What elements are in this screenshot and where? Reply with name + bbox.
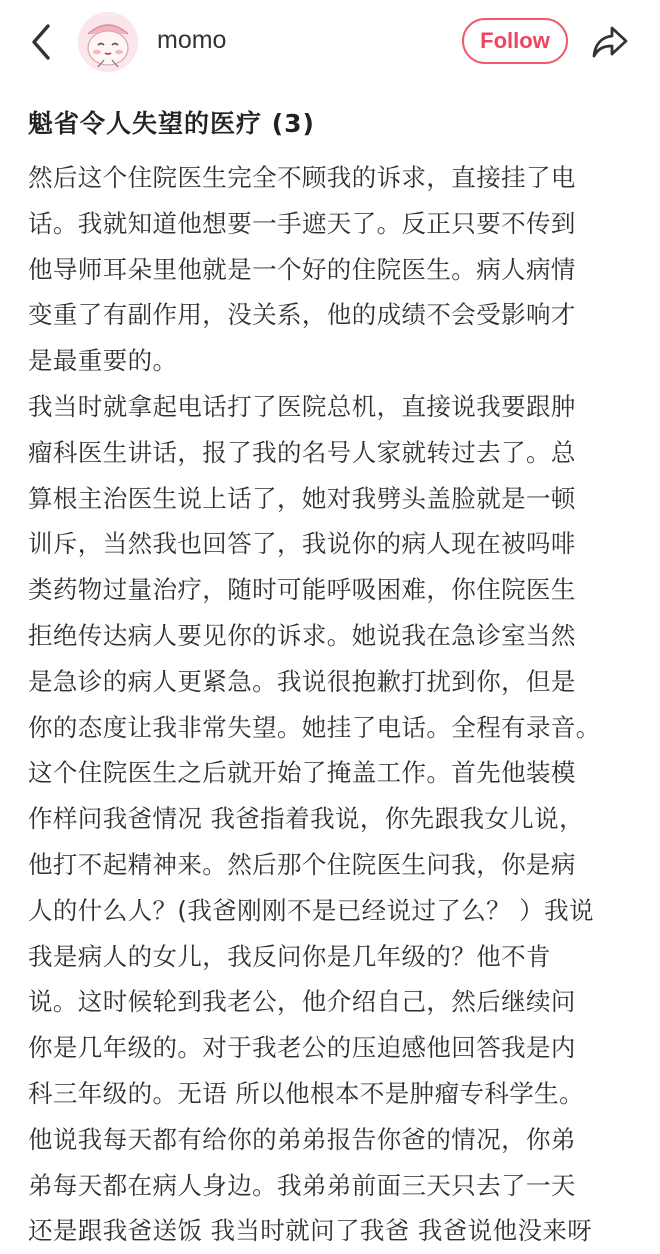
- post-line: 人的什么人？(我爸刚刚不是已经说过了么？ ）我说: [28, 895, 594, 925]
- post-line: 你的态度让我非常失望。她挂了电话。全程有录音。: [28, 712, 601, 742]
- chevron-left-icon: [22, 20, 62, 64]
- post-line: 拒绝传达病人要见你的诉求。她说我在急诊室当然: [28, 620, 576, 650]
- post-title: 魁省令人失望的医疗 (3): [28, 109, 315, 138]
- post-line: 他说我每天都有给你的弟弟报告你爸的情况，你弟: [28, 1124, 576, 1154]
- post-line: 科三年级的。无语 所以他根本不是肿瘤专科学生。: [28, 1078, 584, 1108]
- post-line: 是急诊的病人更紧急。我说很抱歉打扰到你，但是: [28, 666, 576, 696]
- post-line: 还是跟我爸送饭 我当时就问了我爸 我爸说他没来呀: [28, 1216, 593, 1246]
- post-header: [0, 0, 660, 84]
- post-line: 训斥，当然我也回答了，我说你的病人现在被吗啡: [28, 529, 576, 559]
- post-line: 他打不起精神来。然后那个住院医生问我，你是病: [28, 849, 576, 879]
- post-line: 是最重要的。: [28, 346, 178, 376]
- share-button[interactable]: [590, 22, 630, 62]
- post-body: [28, 155, 638, 1254]
- username[interactable]: momo: [157, 26, 227, 54]
- post-line: 我是病人的女儿，我反问你是几年级的？他不肯: [28, 941, 551, 971]
- post-line: 然后这个住院医生完全不顾我的诉求，直接挂了电: [28, 163, 576, 192]
- post-line: 算根主治医生说上话了，她对我劈头盖脸就是一顿: [28, 483, 576, 513]
- post-line: 作样问我爸情况 我爸指着我说，你先跟我女儿说，: [28, 804, 584, 834]
- post-line: 变重了有副作用，没关系，他的成绩不会受影响才: [28, 300, 576, 330]
- post-line: 我当时就拿起电话打了医院总机，直接说我要跟肿: [28, 391, 576, 421]
- follow-button[interactable]: Follow: [462, 18, 568, 64]
- post-line: 类药物过量治疗，随时可能呼吸困难，你住院医生: [28, 575, 576, 605]
- post-line: 这个住院医生之后就开始了掩盖工作。首先他装模: [28, 758, 576, 788]
- post-line: 说。这时候轮到我老公，他介绍自己，然后继续问: [28, 987, 576, 1017]
- back-button[interactable]: [22, 20, 62, 64]
- avatar[interactable]: [78, 12, 138, 72]
- post-line: 他导师耳朵里他就是一个好的住院医生。病人病情: [28, 254, 576, 284]
- post-line: 话。我就知道他想要一手遮天了。反正只要不传到: [28, 208, 576, 238]
- cartoon-avatar-icon: [78, 12, 138, 72]
- post-line: 弟每天都在病人身边。我弟弟前面三天只去了一天: [28, 1170, 576, 1200]
- post-line: 瘤科医生讲话，报了我的名号人家就转过去了。总: [28, 437, 576, 467]
- share-arrow-icon: [590, 22, 630, 62]
- post-line: 你是几年级的。对于我老公的压迫感他回答我是内: [28, 1033, 576, 1063]
